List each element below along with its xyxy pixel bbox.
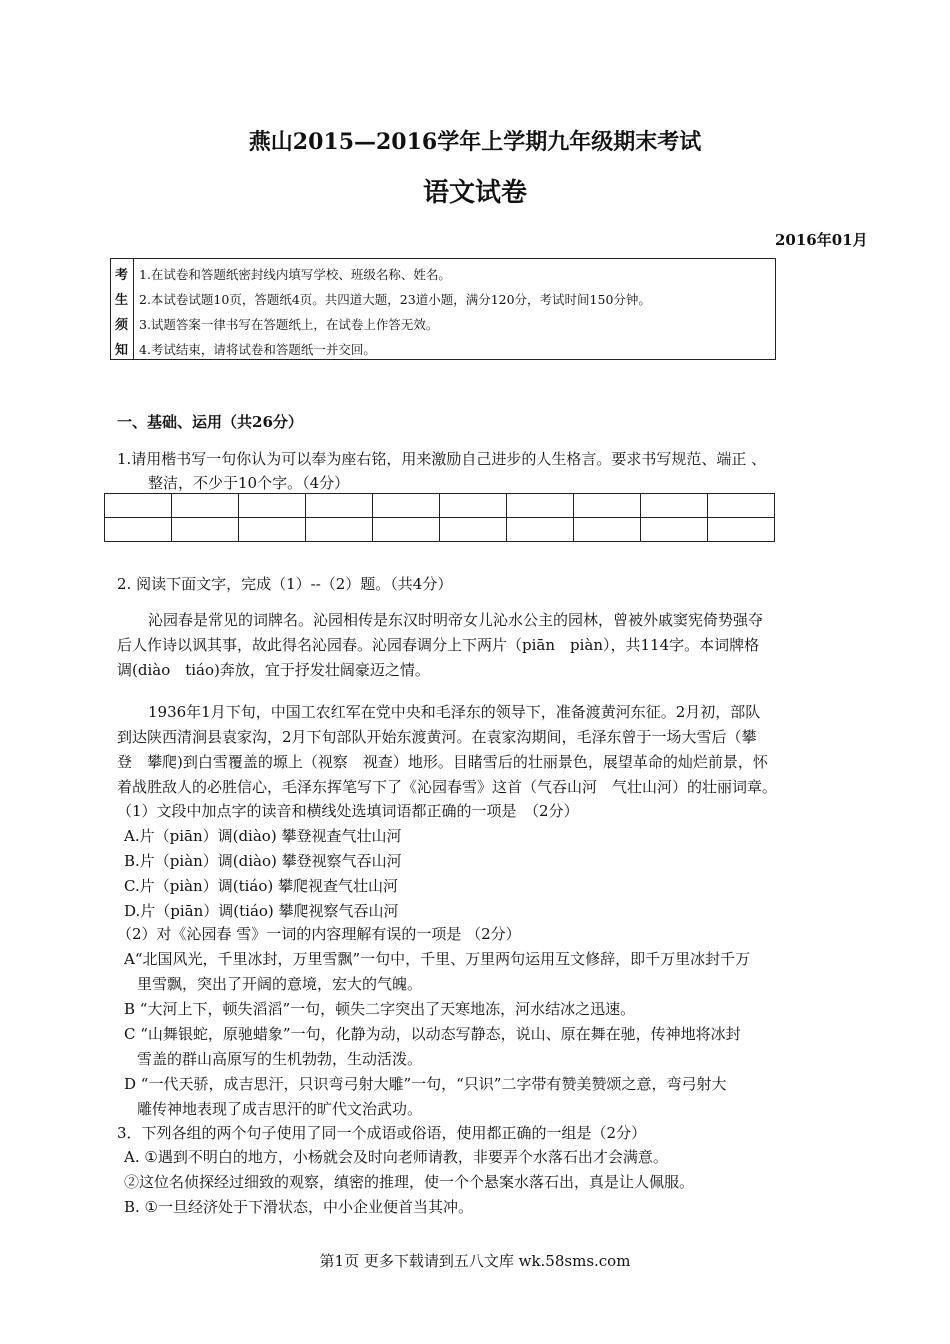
grid-cell[interactable] (708, 518, 775, 542)
passage-line: 着战胜敌人的必胜信心，毛泽东挥笔写下了《沁园春雪》这首（气吞山河 气壮山河）的壮丽词章。 (117, 778, 778, 796)
grid-cell[interactable] (641, 494, 708, 518)
option-line: 雕传神地表现了成吉思汗的旷代文治武功。 (137, 1100, 423, 1118)
notice-line: 4.考试结束，请将试卷和答题纸一并交回。 (139, 342, 376, 357)
notice-line: 1.在试卷和答题纸密封线内填写学校、班级名称、姓名。 (139, 267, 451, 282)
passage-line: 登 攀爬)到白雪覆盖的塬上（视察 视查）地形。目睹雪后的壮丽景色，展望革命的灿烂前景，怀 (117, 753, 768, 771)
grid-cell[interactable] (641, 518, 708, 542)
exam-date: 2016年01月 (775, 231, 868, 249)
notice-label-char: 须 (115, 318, 129, 333)
option-line: 里雪飘，突出了开阔的意境，宏大的气魄。 (137, 975, 423, 993)
passage-line: 1936年1月下旬，中国工农红军在党中央和毛泽东的领导下，准备渡黄河东征。2月初，部队 (148, 703, 761, 721)
grid-cell[interactable] (507, 494, 574, 518)
grid-cell[interactable] (708, 494, 775, 518)
exam-title: 燕山2015—2016学年上学期九年级期末考试 (248, 129, 702, 155)
grid-cell[interactable] (172, 518, 239, 542)
grid-cell[interactable] (105, 518, 172, 542)
passage-line: 调(diào tiáo)奔放，宜于抒发壮阔豪迈之情。 (117, 661, 430, 679)
grid-cell[interactable] (306, 518, 373, 542)
grid-cell[interactable] (574, 494, 641, 518)
sub-question-stem: （1）文段中加点字的读音和横线处选填词语都正确的一项是 （2分） (117, 802, 579, 820)
answer-grid[interactable] (104, 493, 775, 542)
passage-line: 到达陕西清涧县袁家沟，2月下旬部队开始东渡黄河。在袁家沟期间，毛泽东曾于一场大雪后（攀 (117, 728, 757, 746)
option-line: C.片（piàn）调(tiáo) 攀爬视查气壮山河 (124, 877, 398, 895)
grid-cell[interactable] (239, 494, 306, 518)
grid-cell[interactable] (440, 518, 507, 542)
grid-cell[interactable] (373, 518, 440, 542)
option-line: B. ①一旦经济处于下滑状态，中小企业便首当其冲。 (124, 1198, 474, 1216)
question-2-stem: 2. 阅读下面文字，完成（1）--（2）题。（共4分） (117, 575, 453, 593)
notice-line: 3.试题答案一律书写在答题纸上，在试卷上作答无效。 (139, 317, 439, 332)
notice-label (111, 259, 134, 359)
option-line: C “山舞银蛇，原驰蜡象”一句，化静为动，以动态写静态，说山、原在舞在驰，传神地将冰封 (124, 1025, 741, 1043)
notice-label-char: 考 (115, 268, 129, 283)
grid-cell[interactable] (172, 494, 239, 518)
grid-cell[interactable] (105, 494, 172, 518)
passage-line: 沁园春是常见的词牌名。沁园相传是东汉时明帝女儿沁水公主的园林，曾被外戚窦宪倚势强夺 (148, 611, 764, 629)
option-line: B “大河上下，顿失滔滔”一句，顿失二字突出了天寒地冻，河水结冰之迅速。 (124, 1000, 636, 1018)
option-line: ②这位名侦探经过细致的观察，缜密的推理，使一个个悬案水落石出，真是让人佩服。 (124, 1173, 695, 1191)
grid-cell[interactable] (306, 494, 373, 518)
notice-line: 2.本试卷试题10页，答题纸4页。共四道大题，23道小题，满分120分，考试时间150分钟。 (139, 292, 651, 307)
candidate-notice-box (110, 258, 776, 360)
grid-cell[interactable] (239, 518, 306, 542)
option-line: D.片（piān）调(tiáo) 攀爬视察气吞山河 (124, 902, 399, 920)
page-footer: 第1页 更多下载请到五八文库 wk.58sms.com (319, 1252, 631, 1270)
option-line: A“北国风光，千里冰封，万里雪飘”一句中，千里、万里两句运用互文修辞，即千万里冰封千万 (124, 950, 751, 968)
grid-cell[interactable] (373, 494, 440, 518)
question-3-stem: 3．下列各组的两个句子使用了同一个成语或俗语，使用都正确的一组是（2分） (117, 1124, 647, 1142)
grid-cell[interactable] (507, 518, 574, 542)
sub-question-stem: （2）对《沁园春 雪》一词的内容理解有误的一项是 （2分） (117, 925, 521, 943)
question-1-line: 整洁，不少于10个字。（4分） (148, 474, 350, 492)
option-line: A. ①遇到不明白的地方，小杨就会及时向老师请教，非要弄个水落石出才会满意。 (124, 1148, 668, 1166)
option-line: 雪盖的群山高原写的生机勃勃，生动活泼。 (137, 1050, 423, 1068)
exam-subtitle: 语文试卷 (422, 178, 527, 208)
notice-label-char: 生 (115, 293, 129, 308)
grid-cell[interactable] (574, 518, 641, 542)
grid-cell[interactable] (440, 494, 507, 518)
notice-label-char: 知 (115, 343, 129, 358)
option-line: D “一代天骄，成吉思汗，只识弯弓射大雕”一句，“只识”二字带有赞美赞颂之意，弯弓射大 (124, 1075, 727, 1093)
question-1-line: 1.请用楷书写一句你认为可以奉为座右铭，用来激励自己进步的人生格言。要求书写规范、端正 、 (117, 450, 767, 468)
passage-line: 后人作诗以讽其事，故此得名沁园春。沁园春调分上下两片（piān piàn），共114字。本词牌格 (117, 636, 760, 654)
option-line: A.片（piān）调(diào) 攀登视查气壮山河 (124, 827, 402, 845)
section-heading: 一、基础、运用（共26分） (117, 413, 303, 431)
option-line: B.片（piàn）调(diào) 攀登视察气吞山河 (124, 852, 402, 870)
